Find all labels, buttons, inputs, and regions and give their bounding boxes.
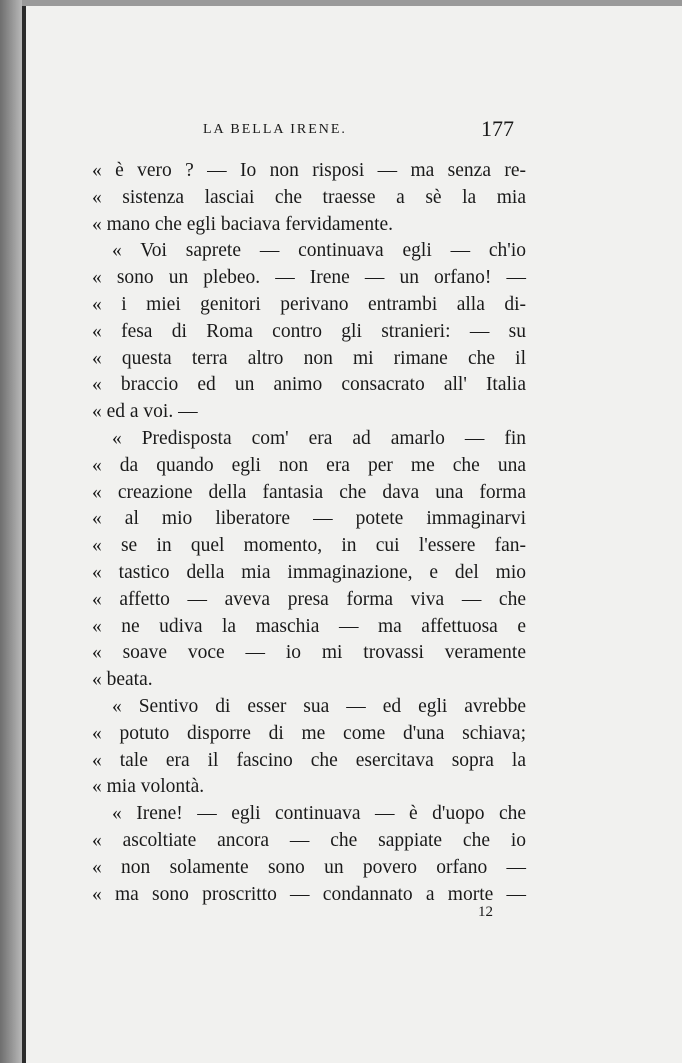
text-line: « sono un plebeo. — Irene — un orfano! — (92, 267, 526, 289)
text-line: « potuto disporre di me come d'una schiava; (92, 722, 526, 744)
text-line: « da quando egli non era per me che una (92, 454, 526, 476)
text-line: « soave voce — io mi trovassi veramente (92, 642, 526, 664)
text-line: « Irene! — egli continuava — è d'uopo che (112, 803, 526, 825)
text-line: « è vero ? — Io non risposi — ma senza re- (92, 160, 526, 181)
text-line: « mia volontà. (92, 776, 205, 798)
text-line: « tale era il fascino che esercitava sopra la (92, 749, 526, 771)
text-line: « mano che egli baciava fervidamente. (92, 213, 394, 235)
text-line: « Voi saprete — continuava egli — ch'io (112, 240, 526, 262)
text-line: « braccio ed un animo consacrato all' Italia (92, 374, 526, 396)
text-line: « creazione della fantasia che dava una forma (92, 481, 526, 503)
book-spine-shadow (0, 0, 22, 1063)
text-line: « tastico della mia immaginazione, e del mio (92, 561, 526, 583)
signature-mark: 12 (478, 904, 493, 920)
text-line: « ma sono proscritto — condannato a morte — (92, 883, 526, 905)
text-line: « i miei genitori perivano entrambi alla di- (92, 293, 526, 315)
text-line: « non solamente sono un povero orfano — (92, 856, 526, 878)
text-line: « al mio liberatore — potete immaginarvi (92, 508, 526, 530)
text-line: « beata. (92, 669, 153, 691)
text-line: « se in quel momento, in cui l'essere fan- (92, 535, 526, 557)
text-line: « Sentivo di esser sua — ed egli avrebbe (112, 695, 526, 717)
text-line: « ne udiva la maschia — ma affettuosa e (92, 615, 526, 637)
text-line: « ascoltiate ancora — che sappiate che io (92, 829, 526, 851)
text-line: « affetto — aveva presa forma viva — che (92, 588, 526, 610)
text-line: « questa terra altro non mi rimane che il (92, 347, 526, 369)
text-line: « ed a voi. — (92, 401, 198, 423)
text-line: « Predisposta com' era ad amarlo — fin (112, 427, 526, 449)
page-number: 177 (481, 116, 514, 141)
text-line: « sistenza lasciai che traesse a sè la mia (92, 186, 526, 208)
page-header (203, 110, 528, 150)
text-line: « fesa di Roma contro gli stranieri: — su (92, 320, 526, 342)
running-title: LA BELLA IRENE. (203, 122, 347, 137)
body-text (92, 158, 526, 908)
